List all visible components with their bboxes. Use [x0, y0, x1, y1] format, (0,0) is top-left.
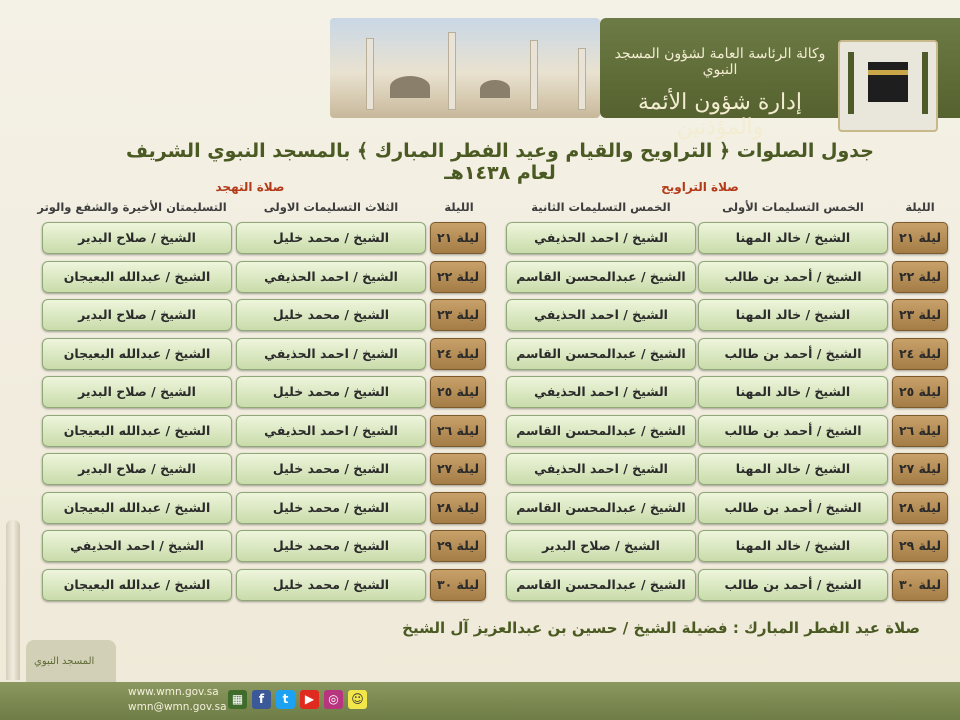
tahajjud-night-cell: ليلة ٢٩ — [430, 530, 486, 562]
taraweeh-night-cell: ليلة ٢٤ — [892, 338, 948, 370]
tahajjud-night-cell: ليلة ٣٠ — [430, 569, 486, 601]
tahajjud-first-three-imam: الشيخ / احمد الحذيفي — [236, 261, 426, 293]
taraweeh-first-five-imam: الشيخ / أحمد بن طالب — [698, 415, 888, 447]
tahajjud-first-three-header: الثلاث التسليمات الاولى — [263, 200, 399, 214]
taraweeh-first-five-header: الخمس التسليمات الأولى — [722, 200, 864, 214]
kaaba-logo-icon — [838, 40, 938, 132]
eid-prayer-line: صلاة عيد الفطر المبارك : فضيلة الشيخ / حسين بن عبدالعزيز آل الشيخ — [402, 619, 920, 637]
taraweeh-night-cell: ليلة ٢٢ — [892, 261, 948, 293]
tahajjud-first-three-imam: الشيخ / محمد خليل — [236, 530, 426, 562]
snapchat-icon[interactable]: ☺ — [348, 690, 367, 709]
taraweeh-second-five-imam: الشيخ / عبدالمحسن القاسم — [506, 492, 696, 524]
taraweeh-second-five-header: الخمس التسليمات الثانية — [531, 200, 671, 214]
taraweeh-second-five-imam: الشيخ / عبدالمحسن القاسم — [506, 338, 696, 370]
tahajjud-night-cell: ليلة ٢٣ — [430, 299, 486, 331]
taraweeh-section-title: صلاة التراويح — [661, 180, 739, 194]
tahajjud-night-header: الليلة — [444, 200, 474, 214]
tahajjud-first-three-imam: الشيخ / احمد الحذيفي — [236, 415, 426, 447]
taraweeh-first-five-imam: الشيخ / خالد المهنا — [698, 222, 888, 254]
taraweeh-night-cell: ليلة ٢٧ — [892, 453, 948, 485]
taraweeh-second-five-imam: الشيخ / احمد الحذيفي — [506, 376, 696, 408]
tahajjud-night-cell: ليلة ٢٢ — [430, 261, 486, 293]
tahajjud-night-cell: ليلة ٢١ — [430, 222, 486, 254]
tahajjud-last-two-imam: الشيخ / عبدالله البعيجان — [42, 338, 232, 370]
tahajjud-first-three-imam: الشيخ / محمد خليل — [236, 492, 426, 524]
taraweeh-second-five-imam: الشيخ / احمد الحذيفي — [506, 299, 696, 331]
taraweeh-first-five-imam: الشيخ / خالد المهنا — [698, 453, 888, 485]
seal-text: المسجد النبوي — [34, 656, 95, 667]
tahajjud-last-two-imam: الشيخ / عبدالله البعيجان — [42, 492, 232, 524]
tahajjud-first-three-imam: الشيخ / محمد خليل — [236, 376, 426, 408]
tahajjud-last-two-imam: الشيخ / عبدالله البعيجان — [42, 415, 232, 447]
email-link[interactable]: wmn@wmn.gov.sa — [128, 701, 227, 713]
minaret-decoration — [6, 520, 20, 680]
taraweeh-night-cell: ليلة ٢٨ — [892, 492, 948, 524]
tahajjud-night-cell: ليلة ٢٦ — [430, 415, 486, 447]
taraweeh-second-five-imam: الشيخ / عبدالمحسن القاسم — [506, 415, 696, 447]
taraweeh-night-cell: ليلة ٢٣ — [892, 299, 948, 331]
tahajjud-first-three-imam: الشيخ / احمد الحذيفي — [236, 338, 426, 370]
taraweeh-first-five-imam: الشيخ / خالد المهنا — [698, 376, 888, 408]
taraweeh-first-five-imam: الشيخ / أحمد بن طالب — [698, 492, 888, 524]
footer — [0, 682, 960, 720]
agency-line: وكالة الرئاسة العامة لشؤون المسجد النبوي — [614, 46, 826, 78]
tahajjud-last-two-imam: الشيخ / صلاح البدير — [42, 453, 232, 485]
qr-code-icon[interactable]: ▦ — [228, 690, 247, 709]
taraweeh-first-five-imam: الشيخ / أحمد بن طالب — [698, 338, 888, 370]
tahajjud-night-cell: ليلة ٢٧ — [430, 453, 486, 485]
department-name: إدارة شؤون الأئمة والمؤذنين — [637, 90, 803, 140]
instagram-icon[interactable]: ◎ — [324, 690, 343, 709]
tahajjud-last-two-imam: الشيخ / احمد الحذيفي — [42, 530, 232, 562]
twitter-icon[interactable]: t — [276, 690, 295, 709]
header-banner — [600, 18, 960, 140]
tahajjud-first-three-imam: الشيخ / محمد خليل — [236, 569, 426, 601]
tahajjud-first-three-imam: الشيخ / محمد خليل — [236, 299, 426, 331]
taraweeh-night-header: الليلة — [905, 200, 935, 214]
taraweeh-night-cell: ليلة ٣٠ — [892, 569, 948, 601]
tahajjud-last-two-imam: الشيخ / عبدالله البعيجان — [42, 569, 232, 601]
tahajjud-section-title: صلاة التهجد — [215, 180, 285, 194]
taraweeh-first-five-imam: الشيخ / خالد المهنا — [698, 299, 888, 331]
taraweeh-first-five-imam: الشيخ / أحمد بن طالب — [698, 569, 888, 601]
tahajjud-night-cell: ليلة ٢٨ — [430, 492, 486, 524]
taraweeh-first-five-imam: الشيخ / خالد المهنا — [698, 530, 888, 562]
taraweeh-night-cell: ليلة ٢٩ — [892, 530, 948, 562]
taraweeh-first-five-imam: الشيخ / أحمد بن طالب — [698, 261, 888, 293]
tahajjud-first-three-imam: الشيخ / محمد خليل — [236, 453, 426, 485]
taraweeh-night-cell: ليلة ٢١ — [892, 222, 948, 254]
tahajjud-night-cell: ليلة ٢٥ — [430, 376, 486, 408]
header-text — [610, 46, 830, 140]
taraweeh-second-five-imam: الشيخ / عبدالمحسن القاسم — [506, 261, 696, 293]
taraweeh-second-five-imam: الشيخ / صلاح البدير — [506, 530, 696, 562]
website-link[interactable]: www.wmn.gov.sa — [128, 686, 219, 698]
taraweeh-second-five-imam: الشيخ / احمد الحذيفي — [506, 453, 696, 485]
mosque-photo — [330, 18, 600, 118]
taraweeh-second-five-imam: الشيخ / عبدالمحسن القاسم — [506, 569, 696, 601]
tahajjud-last-two-imam: الشيخ / عبدالله البعيجان — [42, 261, 232, 293]
tahajjud-night-cell: ليلة ٢٤ — [430, 338, 486, 370]
tahajjud-last-two-imam: الشيخ / صلاح البدير — [42, 222, 232, 254]
taraweeh-second-five-imam: الشيخ / احمد الحذيفي — [506, 222, 696, 254]
tahajjud-last-two-witr-header: التسليمتان الأخيرة والشفع والوتر — [37, 200, 227, 214]
taraweeh-night-cell: ليلة ٢٥ — [892, 376, 948, 408]
footer-contacts — [128, 685, 227, 715]
facebook-icon[interactable]: f — [252, 690, 271, 709]
tahajjud-last-two-imam: الشيخ / صلاح البدير — [42, 376, 232, 408]
page-title: جدول الصلوات ﴿ التراويح والقيام وعيد الفطر المبارك ﴾ بالمسجد النبوي الشريف لعام ١٤٣٨هـ — [126, 140, 874, 184]
tahajjud-last-two-imam: الشيخ / صلاح البدير — [42, 299, 232, 331]
taraweeh-night-cell: ليلة ٢٦ — [892, 415, 948, 447]
youtube-icon[interactable]: ▶ — [300, 690, 319, 709]
tahajjud-first-three-imam: الشيخ / محمد خليل — [236, 222, 426, 254]
